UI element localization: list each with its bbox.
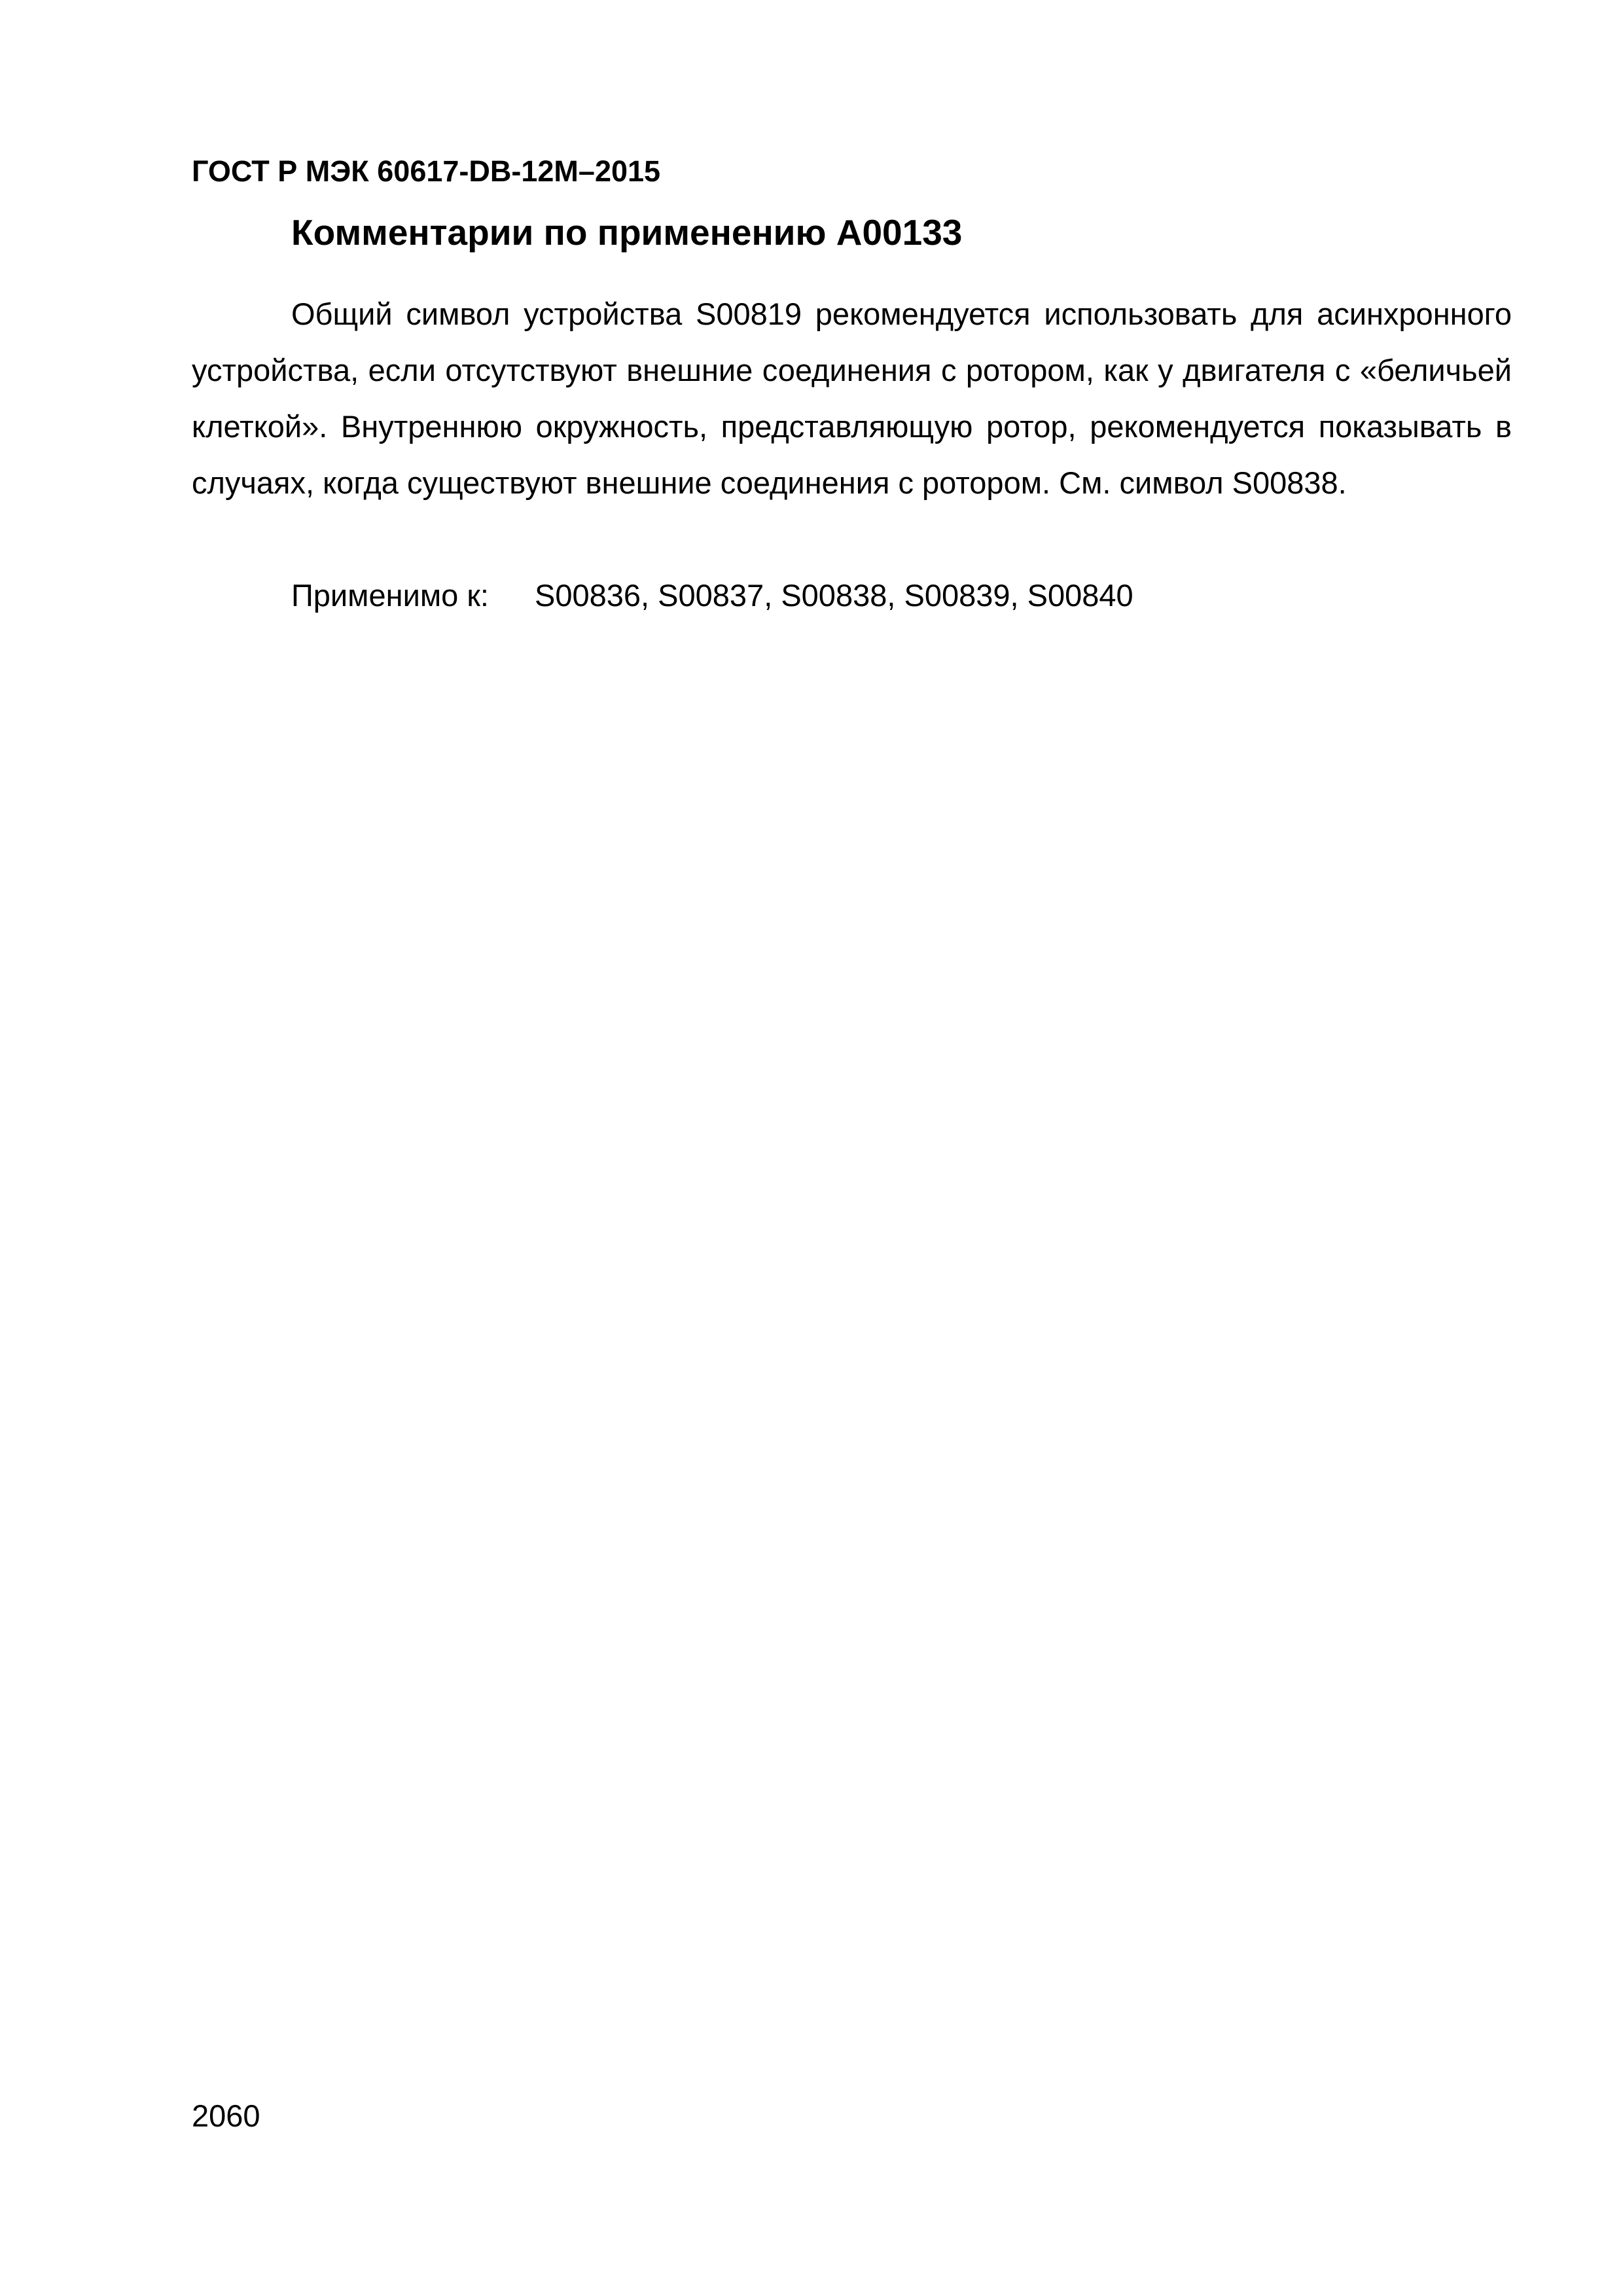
section-title: Комментарии по применению А00133	[291, 212, 963, 253]
applies-to-label: Применимо к:	[291, 578, 489, 613]
applies-to-value: S00836, S00837, S00838, S00839, S00840	[535, 578, 1133, 613]
document-standard-id: ГОСТ Р МЭК 60617-DB-12M–2015	[192, 154, 661, 188]
applies-to-line	[291, 567, 1133, 624]
page-number: 2060	[192, 2098, 260, 2133]
body-paragraph: Общий символ устройства S00819 рекомендуется использовать для асинхронного устройства, если отсутствуют внешние соединения с ротором, как у двигателя с «беличьей клеткой». Внутреннюю окружность, представляющую ротор, рекомендуется показывать в случаях, когда существуют внешние соединения с ротором. См. символ S00838.	[192, 296, 1512, 500]
